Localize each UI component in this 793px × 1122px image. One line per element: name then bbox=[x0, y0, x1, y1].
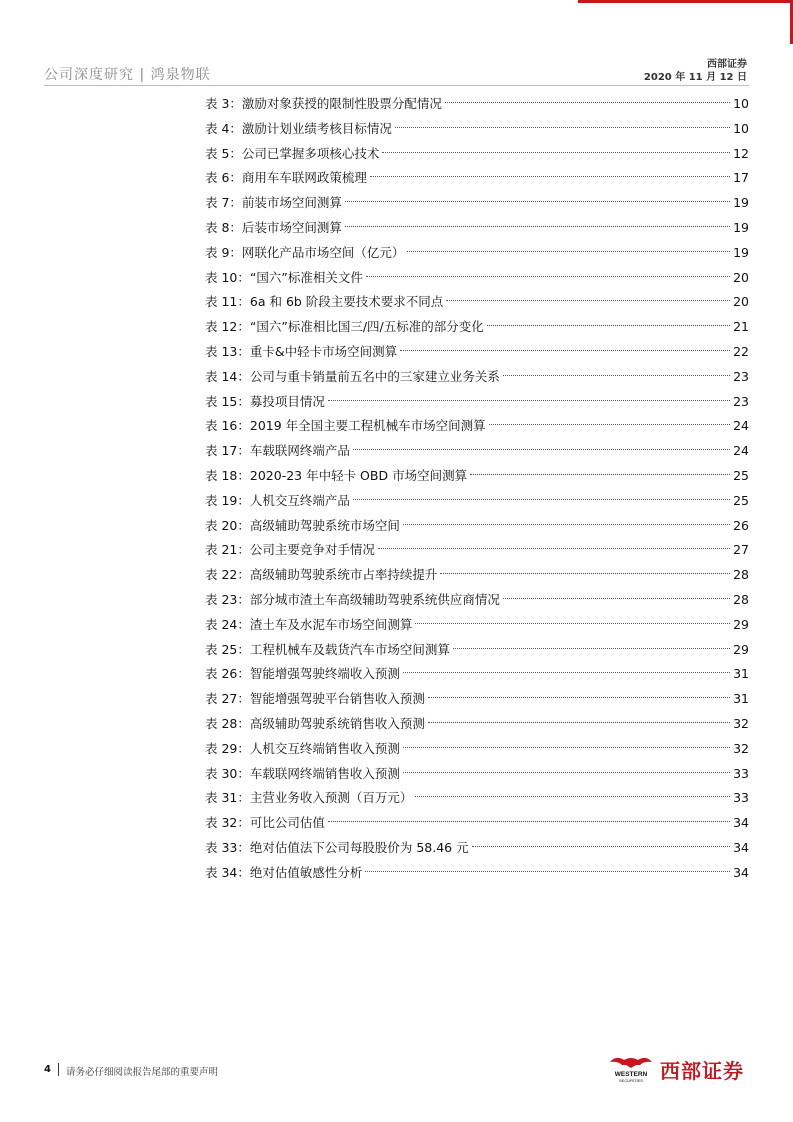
toc-entry[interactable] bbox=[205, 340, 749, 365]
toc-leader-dots bbox=[403, 672, 730, 673]
toc-entry-page: 23 bbox=[733, 393, 749, 409]
toc-leader-dots bbox=[415, 623, 730, 624]
toc-entry-page: 34 bbox=[733, 864, 749, 880]
toc-leader-dots bbox=[487, 325, 730, 326]
company-logo bbox=[606, 1053, 750, 1083]
toc-entry[interactable] bbox=[205, 92, 749, 117]
toc-entry-label: 表 14：公司与重卡销量前五名中的三家建立业务关系 bbox=[205, 368, 500, 384]
toc-entry-label: 表 6：商用车车联网政策梳理 bbox=[205, 170, 367, 186]
toc-entry[interactable] bbox=[205, 811, 749, 836]
toc-entry-label: 表 24：渣土车及水泥车市场空间测算 bbox=[205, 616, 413, 632]
toc-leader-dots bbox=[489, 424, 730, 425]
toc-entry-label: 表 13：重卡&中轻卡市场空间测算 bbox=[205, 343, 398, 359]
toc-entry-page: 12 bbox=[733, 145, 749, 161]
toc-entry-page: 31 bbox=[733, 666, 749, 682]
toc-leader-dots bbox=[446, 300, 730, 301]
toc-entry-page: 25 bbox=[733, 492, 749, 508]
toc-entry-label: 表 22：高级辅助驾驶系统市占率持续提升 bbox=[205, 567, 438, 583]
toc-entry-label: 表 4：激励计划业绩考核目标情况 bbox=[205, 120, 392, 136]
toc-entry[interactable] bbox=[205, 216, 749, 241]
toc-entry-label: 表 12：“国六”标准相比国三/四/五标准的部分变化 bbox=[205, 319, 484, 335]
toc-entry-label: 表 3：激励对象获授的限制性股票分配情况 bbox=[205, 96, 442, 111]
toc-entry-page: 28 bbox=[733, 567, 749, 583]
toc-entry-label: 表 29：人机交互终端销售收入预测 bbox=[205, 740, 400, 756]
toc-entry-page: 22 bbox=[733, 343, 749, 359]
toc-entry[interactable] bbox=[205, 266, 749, 291]
toc-entry-page: 29 bbox=[733, 641, 749, 657]
toc-entry[interactable] bbox=[205, 687, 749, 712]
toc-leader-dots bbox=[382, 152, 730, 153]
toc-entry[interactable] bbox=[205, 464, 749, 489]
toc-entry-label: 表 7：前装市场空间测算 bbox=[205, 195, 342, 211]
toc-entry[interactable] bbox=[205, 613, 749, 638]
toc-leader-dots bbox=[395, 127, 730, 128]
logo-wordmark: 西部证券 bbox=[660, 1059, 744, 1083]
toc-entry-page: 32 bbox=[733, 715, 749, 731]
toc-entry[interactable] bbox=[205, 390, 749, 415]
toc-entry[interactable] bbox=[205, 290, 749, 315]
toc-entry[interactable] bbox=[205, 414, 749, 439]
toc-entry[interactable] bbox=[205, 712, 749, 737]
toc-leader-dots bbox=[366, 276, 730, 277]
toc-leader-dots bbox=[453, 648, 730, 649]
toc-entry-page: 29 bbox=[733, 616, 749, 632]
toc-entry[interactable] bbox=[205, 861, 749, 886]
toc-leader-dots bbox=[365, 871, 730, 872]
toc-entry-label: 表 28：高级辅助驾驶系统销售收入预测 bbox=[205, 715, 425, 731]
toc-entry[interactable] bbox=[205, 117, 749, 142]
toc-leader-dots bbox=[353, 499, 730, 500]
toc-entry-label: 表 8：后装市场空间测算 bbox=[205, 219, 342, 235]
toc-entry-label: 表 27：智能增强驾驶平台销售收入预测 bbox=[205, 691, 425, 707]
toc-entry[interactable] bbox=[205, 191, 749, 216]
toc-entry[interactable] bbox=[205, 365, 749, 390]
toc-entry-page: 24 bbox=[733, 418, 749, 434]
toc-leader-dots bbox=[503, 375, 730, 376]
toc-entry-page: 20 bbox=[733, 294, 749, 310]
toc-entry[interactable] bbox=[205, 563, 749, 588]
toc-entry-label: 表 18：2020-23 年中轻卡 OBD 市场空间测算 bbox=[205, 467, 468, 483]
header-divider bbox=[44, 85, 749, 86]
toc-entry-label: 表 11：6a 和 6b 阶段主要技术要求不同点 bbox=[205, 294, 444, 310]
toc-entry[interactable] bbox=[205, 836, 749, 861]
toc-entry-page: 26 bbox=[733, 517, 749, 533]
bull-emblem-icon bbox=[606, 1053, 656, 1083]
toc-entry-page: 20 bbox=[733, 269, 749, 285]
toc-leader-dots bbox=[470, 474, 730, 475]
toc-entry-label: 表 25：工程机械车及载货汽车市场空间测算 bbox=[205, 641, 450, 657]
toc-entry[interactable] bbox=[205, 538, 749, 563]
toc-leader-dots bbox=[345, 226, 730, 227]
toc-entry-page: 17 bbox=[733, 170, 749, 186]
toc-entry-page: 33 bbox=[733, 790, 749, 806]
toc-entry-page: 19 bbox=[733, 219, 749, 235]
toc-entry-label: 表 31：主营业务收入预测（百万元） bbox=[205, 790, 413, 806]
toc-leader-dots bbox=[472, 846, 730, 847]
toc-entry-label: 表 33：绝对估值法下公司每股股价为 58.46 元 bbox=[205, 839, 469, 855]
toc-entry-label: 表 9：网联化产品市场空间（亿元） bbox=[205, 244, 405, 260]
toc-entry-label: 表 10：“国六”标准相关文件 bbox=[205, 269, 363, 285]
toc-entry-label: 表 26：智能增强驾驶终端收入预测 bbox=[205, 666, 400, 682]
toc-entry-label: 表 23：部分城市渣土车高级辅助驾驶系统供应商情况 bbox=[205, 591, 500, 607]
toc-leader-dots bbox=[378, 548, 730, 549]
toc-entry-page: 21 bbox=[733, 319, 749, 335]
toc-leader-dots bbox=[345, 201, 730, 202]
toc-leader-dots bbox=[403, 524, 730, 525]
corner-accent-horizontal bbox=[578, 0, 793, 3]
broker-name: 西部证券 bbox=[707, 59, 747, 70]
toc-entry-page: 27 bbox=[733, 542, 749, 558]
toc-leader-dots bbox=[440, 573, 730, 574]
toc-entry[interactable] bbox=[205, 439, 749, 464]
toc-entry-label: 表 30：车载联网终端销售收入预测 bbox=[205, 765, 400, 781]
toc-leader-dots bbox=[428, 722, 730, 723]
logo-small-text-1: WESTERN bbox=[614, 1071, 648, 1078]
toc-entry[interactable] bbox=[205, 762, 749, 787]
toc-entry[interactable] bbox=[205, 514, 749, 539]
toc-entry-label: 表 32：可比公司估值 bbox=[205, 815, 325, 831]
table-of-contents bbox=[205, 92, 749, 886]
toc-entry-page: 32 bbox=[733, 740, 749, 756]
toc-leader-dots bbox=[370, 176, 730, 177]
report-header-title: 公司深度研究 | 鸿泉物联 bbox=[44, 67, 211, 83]
toc-leader-dots bbox=[445, 102, 730, 103]
toc-entry-page: 24 bbox=[733, 443, 749, 459]
toc-leader-dots bbox=[328, 821, 730, 822]
toc-entry-page: 23 bbox=[733, 368, 749, 384]
page-number: 4 bbox=[44, 1064, 51, 1075]
toc-entry[interactable] bbox=[205, 638, 749, 663]
disclaimer-note: 请务必仔细阅读报告尾部的重要声明 bbox=[66, 1067, 219, 1078]
toc-entry-label: 表 34：绝对估值敏感性分析 bbox=[205, 864, 363, 880]
toc-leader-dots bbox=[503, 598, 730, 599]
toc-leader-dots bbox=[428, 697, 730, 698]
toc-entry-page: 10 bbox=[733, 120, 749, 136]
logo-small-text-2: SECURITIES bbox=[618, 1078, 644, 1083]
toc-entry-page: 10 bbox=[733, 96, 749, 111]
toc-leader-dots bbox=[403, 772, 730, 773]
toc-leader-dots bbox=[403, 747, 730, 748]
toc-leader-dots bbox=[400, 350, 730, 351]
toc-entry-page: 34 bbox=[733, 839, 749, 855]
toc-entry[interactable] bbox=[205, 315, 749, 340]
toc-leader-dots bbox=[415, 796, 730, 797]
toc-entry-page: 34 bbox=[733, 815, 749, 831]
toc-entry-label: 表 17：车载联网终端产品 bbox=[205, 443, 350, 459]
toc-entry[interactable] bbox=[205, 662, 749, 687]
toc-entry[interactable] bbox=[205, 489, 749, 514]
toc-entry[interactable] bbox=[205, 737, 749, 762]
toc-entry[interactable] bbox=[205, 786, 749, 811]
toc-entry[interactable] bbox=[205, 142, 749, 167]
toc-entry-page: 19 bbox=[733, 244, 749, 260]
toc-entry-label: 表 15：募投项目情况 bbox=[205, 393, 325, 409]
toc-entry[interactable] bbox=[205, 166, 749, 191]
toc-entry-label: 表 21：公司主要竞争对手情况 bbox=[205, 542, 375, 558]
toc-entry-label: 表 20：高级辅助驾驶系统市场空间 bbox=[205, 517, 400, 533]
footer-separator bbox=[58, 1063, 59, 1076]
toc-entry-page: 31 bbox=[733, 691, 749, 707]
toc-entry-page: 28 bbox=[733, 591, 749, 607]
toc-entry-page: 33 bbox=[733, 765, 749, 781]
toc-entry-label: 表 19：人机交互终端产品 bbox=[205, 492, 350, 508]
toc-entry-label: 表 16：2019 年全国主要工程机械车市场空间测算 bbox=[205, 418, 486, 434]
toc-leader-dots bbox=[407, 251, 730, 252]
toc-entry-page: 19 bbox=[733, 195, 749, 211]
toc-entry-label: 表 5：公司已掌握多项核心技术 bbox=[205, 145, 380, 161]
toc-leader-dots bbox=[353, 449, 730, 450]
toc-entry[interactable] bbox=[205, 588, 749, 613]
toc-leader-dots bbox=[328, 400, 730, 401]
report-date: 2020 年 11 月 12 日 bbox=[643, 72, 747, 83]
toc-entry-page: 25 bbox=[733, 467, 749, 483]
toc-entry[interactable] bbox=[205, 241, 749, 266]
